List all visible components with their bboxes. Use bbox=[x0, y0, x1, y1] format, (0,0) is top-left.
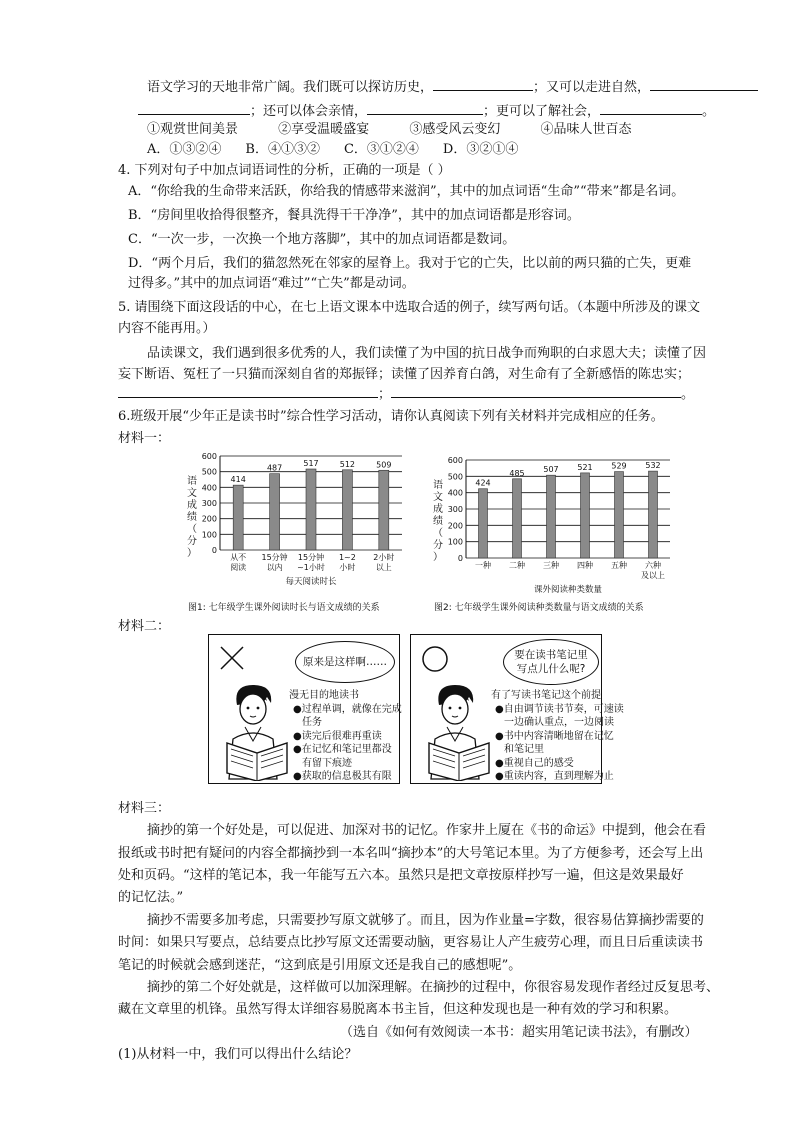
y-axis-label-char: ） bbox=[433, 552, 443, 563]
cartoon-left-list bbox=[289, 689, 402, 784]
q6-stem: 6.班级开展“少年正是读书时”综合性学习活动，请你认真阅读下列有关材料并完成相应的任务。 bbox=[118, 409, 664, 424]
speech-bubble: 原来是这样啊…… bbox=[295, 641, 395, 683]
list-item: 和笔记里 bbox=[504, 744, 544, 755]
x-tick-label: ~1小时 bbox=[297, 563, 325, 572]
chart-reading-types bbox=[426, 448, 676, 598]
list-item: 任务 bbox=[302, 717, 322, 728]
y-axis-label-char: （ bbox=[433, 528, 443, 539]
q4-option-d-line1[interactable]: D．“两个月后，我们的猫忽然死在邻家的屋脊上。我对于它的亡失，比以前的两只猫的亡失，更难 bbox=[128, 256, 692, 271]
cartoon-right-list bbox=[491, 689, 624, 784]
list-item: ●读完后很难再重读 bbox=[293, 730, 382, 742]
q3-choice-b[interactable]: B．④①③② bbox=[245, 142, 320, 157]
q3-line2 bbox=[138, 102, 715, 121]
data-label: 517 bbox=[303, 459, 319, 469]
bar bbox=[342, 470, 352, 550]
answer-blank[interactable] bbox=[650, 78, 758, 91]
answer-blank[interactable] bbox=[118, 385, 378, 398]
data-label: 512 bbox=[339, 459, 356, 469]
answer-blank[interactable] bbox=[600, 102, 702, 115]
y-axis-label-char: 成 bbox=[433, 504, 443, 515]
bar bbox=[233, 485, 243, 550]
y-axis-label-char: 分 bbox=[433, 540, 443, 551]
material-2-label: 材料二： bbox=[118, 619, 171, 634]
y-tick-label: 600 bbox=[201, 452, 217, 461]
y-axis-label-char: ） bbox=[187, 548, 197, 559]
chart2-caption: 图2: 七年级学生课外阅读种类数量与语文成绩的关系 bbox=[434, 603, 644, 613]
m3-para1-line3: 处和页码。“这样的笔记本，我一年能写五六本。虽然只是把文章按原样抄写一遍，但这是效果最好 bbox=[118, 868, 684, 883]
y-tick-label: 500 bbox=[447, 472, 463, 482]
m3-para2-line3: 笔记的时候就会感到迷茫，“这到底是引用原文还是我自己的感想呢”。 bbox=[118, 958, 522, 973]
q3-options bbox=[147, 121, 631, 139]
q3-text-2a: ；还可以体会亲情， bbox=[250, 104, 368, 119]
y-axis-label-char: 分 bbox=[187, 536, 197, 547]
q3-choices bbox=[147, 141, 518, 159]
m3-para3-line1: 摘抄的第二个好处就是，这样做可以加深理解。在摘抄的过程中，你很容易发现作者经过反复思考、 bbox=[147, 980, 720, 995]
q3-text-2b: ；更可以了解社会， bbox=[483, 104, 601, 119]
x-tick-label: 一种 bbox=[475, 561, 491, 570]
y-axis-label-char: 语 bbox=[187, 476, 197, 487]
data-label: 532 bbox=[645, 461, 661, 471]
cartoon-right-panel bbox=[410, 634, 624, 784]
list-title: 有了写读书笔记这个前提 bbox=[491, 690, 601, 701]
y-axis-label-char: （ bbox=[187, 524, 197, 535]
boy-reading-icon bbox=[215, 683, 295, 781]
list-item: ●重读内容，直到理解为止 bbox=[495, 771, 614, 782]
answer-blank[interactable] bbox=[367, 102, 483, 115]
bar bbox=[547, 475, 556, 558]
bar bbox=[649, 471, 658, 558]
material-3-label: 材料三： bbox=[118, 801, 171, 816]
q5-passage-1: 品读课文，我们遇到很多优秀的人，我们读懂了为中国的抗日战争而殉职的白求恩大夫；读懂了因 bbox=[147, 346, 707, 361]
q4-option-b[interactable]: B．“房间里收拾得很整齐，餐具洗得干干净净”，其中的加点词语都是形容词。 bbox=[128, 208, 580, 223]
q4-option-c[interactable]: C．“一次一步，一次换一个地方落脚”，其中的加点词语都是数词。 bbox=[128, 232, 516, 247]
chart-reading-time bbox=[180, 448, 410, 598]
x-tick-label: 以上 bbox=[375, 563, 392, 572]
data-label: 521 bbox=[577, 462, 593, 472]
m3-para2-line2: 时间：如果只写要点，总结要点比抄写原文还需要动脑，更容易让人产生疲劳心理，而且日后重读读书 bbox=[118, 935, 704, 950]
y-axis-label-char: 语 bbox=[433, 480, 443, 491]
y-tick-label: 0 bbox=[457, 554, 463, 563]
x-axis-label: 每天阅读时长 bbox=[285, 577, 337, 587]
q3-option-4: ④品味人世百态 bbox=[540, 122, 632, 137]
list-item: ●过程单调，就像在完成 bbox=[293, 703, 402, 715]
data-label: 509 bbox=[376, 460, 392, 470]
chart1-caption: 图1: 七年级学生课外阅读时长与语文成绩的关系 bbox=[188, 603, 380, 613]
x-tick-label: 阅读 bbox=[230, 563, 247, 572]
q5-period: 。 bbox=[681, 387, 695, 402]
q3-choice-d[interactable]: D．③②①④ bbox=[442, 142, 519, 157]
speech-bubble: 要在读书笔记里 写点儿什么呢? bbox=[503, 639, 599, 685]
q3-choice-a[interactable]: A．①③②④ bbox=[147, 142, 222, 157]
list-item: 有留下痕迹 bbox=[302, 757, 352, 769]
list-item: 一边确认重点，一边阅读 bbox=[504, 717, 614, 728]
y-tick-label: 100 bbox=[201, 530, 217, 540]
y-tick-label: 400 bbox=[201, 483, 217, 493]
list-item: ●书中内容清晰地留在记忆 bbox=[495, 730, 614, 742]
list-title: 漫无目的地读书 bbox=[289, 690, 359, 701]
bar bbox=[270, 474, 280, 550]
x-tick-label: 以内 bbox=[266, 563, 283, 572]
x-tick-label: 及以上 bbox=[641, 571, 665, 580]
m3-para3-line2: 藏在文章里的机锋。虽然写得太详细容易脱离本书主旨，但这种发现也是一种有效的学习和积累。 bbox=[118, 1002, 678, 1017]
m3-para1-line4: 的记忆法。” bbox=[118, 890, 184, 905]
y-tick-label: 300 bbox=[201, 499, 217, 508]
y-tick-label: 500 bbox=[201, 467, 217, 477]
q3-text-2c: 。 bbox=[702, 104, 716, 119]
q4-stem: 4. 下列对句子中加点词语词性的分析，正确的一项是（ ） bbox=[118, 163, 451, 178]
y-tick-label: 200 bbox=[447, 521, 463, 531]
q3-option-2: ②享受温暖盛宴 bbox=[278, 122, 370, 137]
q4-option-d-line2: 过得多。”其中的加点词语“难过”“亡失”都是动词。 bbox=[128, 276, 415, 291]
data-label: 414 bbox=[230, 475, 246, 485]
y-axis-label-char: 成 bbox=[187, 500, 197, 511]
list-item: ●重视自己的感受 bbox=[495, 757, 574, 769]
bar bbox=[306, 469, 316, 550]
bar bbox=[615, 472, 624, 558]
bar bbox=[513, 479, 522, 558]
x-tick-label: 五种 bbox=[611, 561, 627, 570]
q3-text-1a: 语文学习的天地非常广阔。我们既可以探访历史， bbox=[147, 80, 434, 95]
m3-para1-line2: 报纸或书时把有疑问的内容全都摘抄到一本名叫“摘抄本”的大号笔记本里。为了方便参考，还会写上出 bbox=[118, 846, 704, 861]
x-tick-label: 小时 bbox=[339, 563, 356, 572]
data-label: 507 bbox=[543, 465, 559, 475]
y-axis-label-char: 绩 bbox=[187, 512, 197, 523]
x-tick-label: 2小时 bbox=[373, 553, 395, 562]
x-tick-label: 三种 bbox=[543, 561, 559, 570]
answer-blank[interactable] bbox=[138, 102, 250, 115]
cross-icon bbox=[219, 645, 245, 671]
y-tick-label: 400 bbox=[447, 488, 463, 498]
y-axis-label-char: 绩 bbox=[433, 516, 443, 527]
data-label: 487 bbox=[266, 463, 283, 473]
boy-reading-icon bbox=[417, 683, 497, 781]
m3-para1-line1: 摘抄的第一个好处是，可以促进、加深对书的记忆。作家井上厦在《书的命运》中提到，他会在看 bbox=[147, 823, 707, 838]
list-item: ●获取的信息极其有限 bbox=[293, 771, 392, 782]
list-item: ●自由调节读书节奏，可速读 bbox=[495, 703, 624, 715]
x-tick-label: 15分钟 bbox=[261, 553, 288, 562]
cartoon-left-panel bbox=[208, 634, 400, 784]
bar bbox=[581, 473, 590, 558]
y-tick-label: 600 bbox=[447, 456, 463, 465]
bar bbox=[479, 489, 488, 558]
x-tick-label: 15分钟 bbox=[297, 553, 325, 562]
bar bbox=[379, 470, 389, 550]
answer-blank[interactable] bbox=[391, 385, 681, 398]
x-tick-label: 二种 bbox=[509, 561, 525, 570]
circle-icon bbox=[421, 645, 449, 673]
answer-blank[interactable] bbox=[433, 78, 533, 91]
data-label: 424 bbox=[475, 478, 491, 488]
data-label: 529 bbox=[611, 461, 627, 471]
q5-stem-1: 5. 请围绕下面这段话的中心，在七上语文课本中选取合适的例子，续写两句话。（本题中所涉及的课文 bbox=[118, 300, 701, 315]
q5-stem-2: 内容不能再用。） bbox=[118, 321, 216, 336]
x-tick-label: 四种 bbox=[577, 561, 593, 570]
y-axis-label-char: 文 bbox=[187, 488, 197, 499]
data-label: 485 bbox=[509, 468, 525, 478]
q3-line1 bbox=[147, 78, 758, 97]
q3-option-3: ③感受风云变幻 bbox=[409, 122, 501, 137]
x-axis-label: 课外阅读种类数量 bbox=[533, 585, 603, 595]
material-1-label: 材料一： bbox=[118, 431, 171, 446]
y-tick-label: 300 bbox=[447, 505, 463, 514]
q5-semicolon: ； bbox=[378, 387, 392, 402]
q6-sub1: (1)从材料一中，我们可以得出什么结论？ bbox=[118, 1047, 358, 1062]
q5-answer-line bbox=[118, 385, 694, 404]
x-tick-label: 1~2 bbox=[338, 553, 356, 562]
y-tick-label: 200 bbox=[201, 514, 217, 524]
x-tick-label: 六种 bbox=[645, 561, 661, 570]
q4-option-a[interactable]: A．“你给我的生命带来活跃，你给我的情感带来滋润”，其中的加点词语“生命”“带来”都是名词。 bbox=[128, 184, 685, 199]
y-tick-label: 0 bbox=[211, 546, 217, 555]
list-item: ●在记忆和笔记里都没 bbox=[293, 744, 392, 755]
q5-passage-2: 妄下断语、冤枉了一只猫而深刻自省的郑振铎；读懂了因养育白鸽，对生命有了全新感悟的陈忠实； bbox=[118, 367, 691, 382]
q3-option-1: ①观赏世间美景 bbox=[147, 122, 239, 137]
m3-source: （选自《如何有效阅读一本书：超实用笔记读书法》，有删改） bbox=[340, 1025, 698, 1040]
q3-choice-c[interactable]: C．③①②④ bbox=[343, 142, 419, 157]
y-axis-label-char: 文 bbox=[433, 492, 443, 503]
q3-text-1b: ；又可以走进自然， bbox=[533, 80, 651, 95]
y-tick-label: 100 bbox=[447, 537, 463, 547]
x-tick-label: 从不 bbox=[230, 553, 247, 562]
m3-para2-line1: 摘抄不需要多加考虑，只需要抄写原文就够了。而且，因为作业量=字数，很容易估算摘抄需要的 bbox=[147, 913, 704, 928]
